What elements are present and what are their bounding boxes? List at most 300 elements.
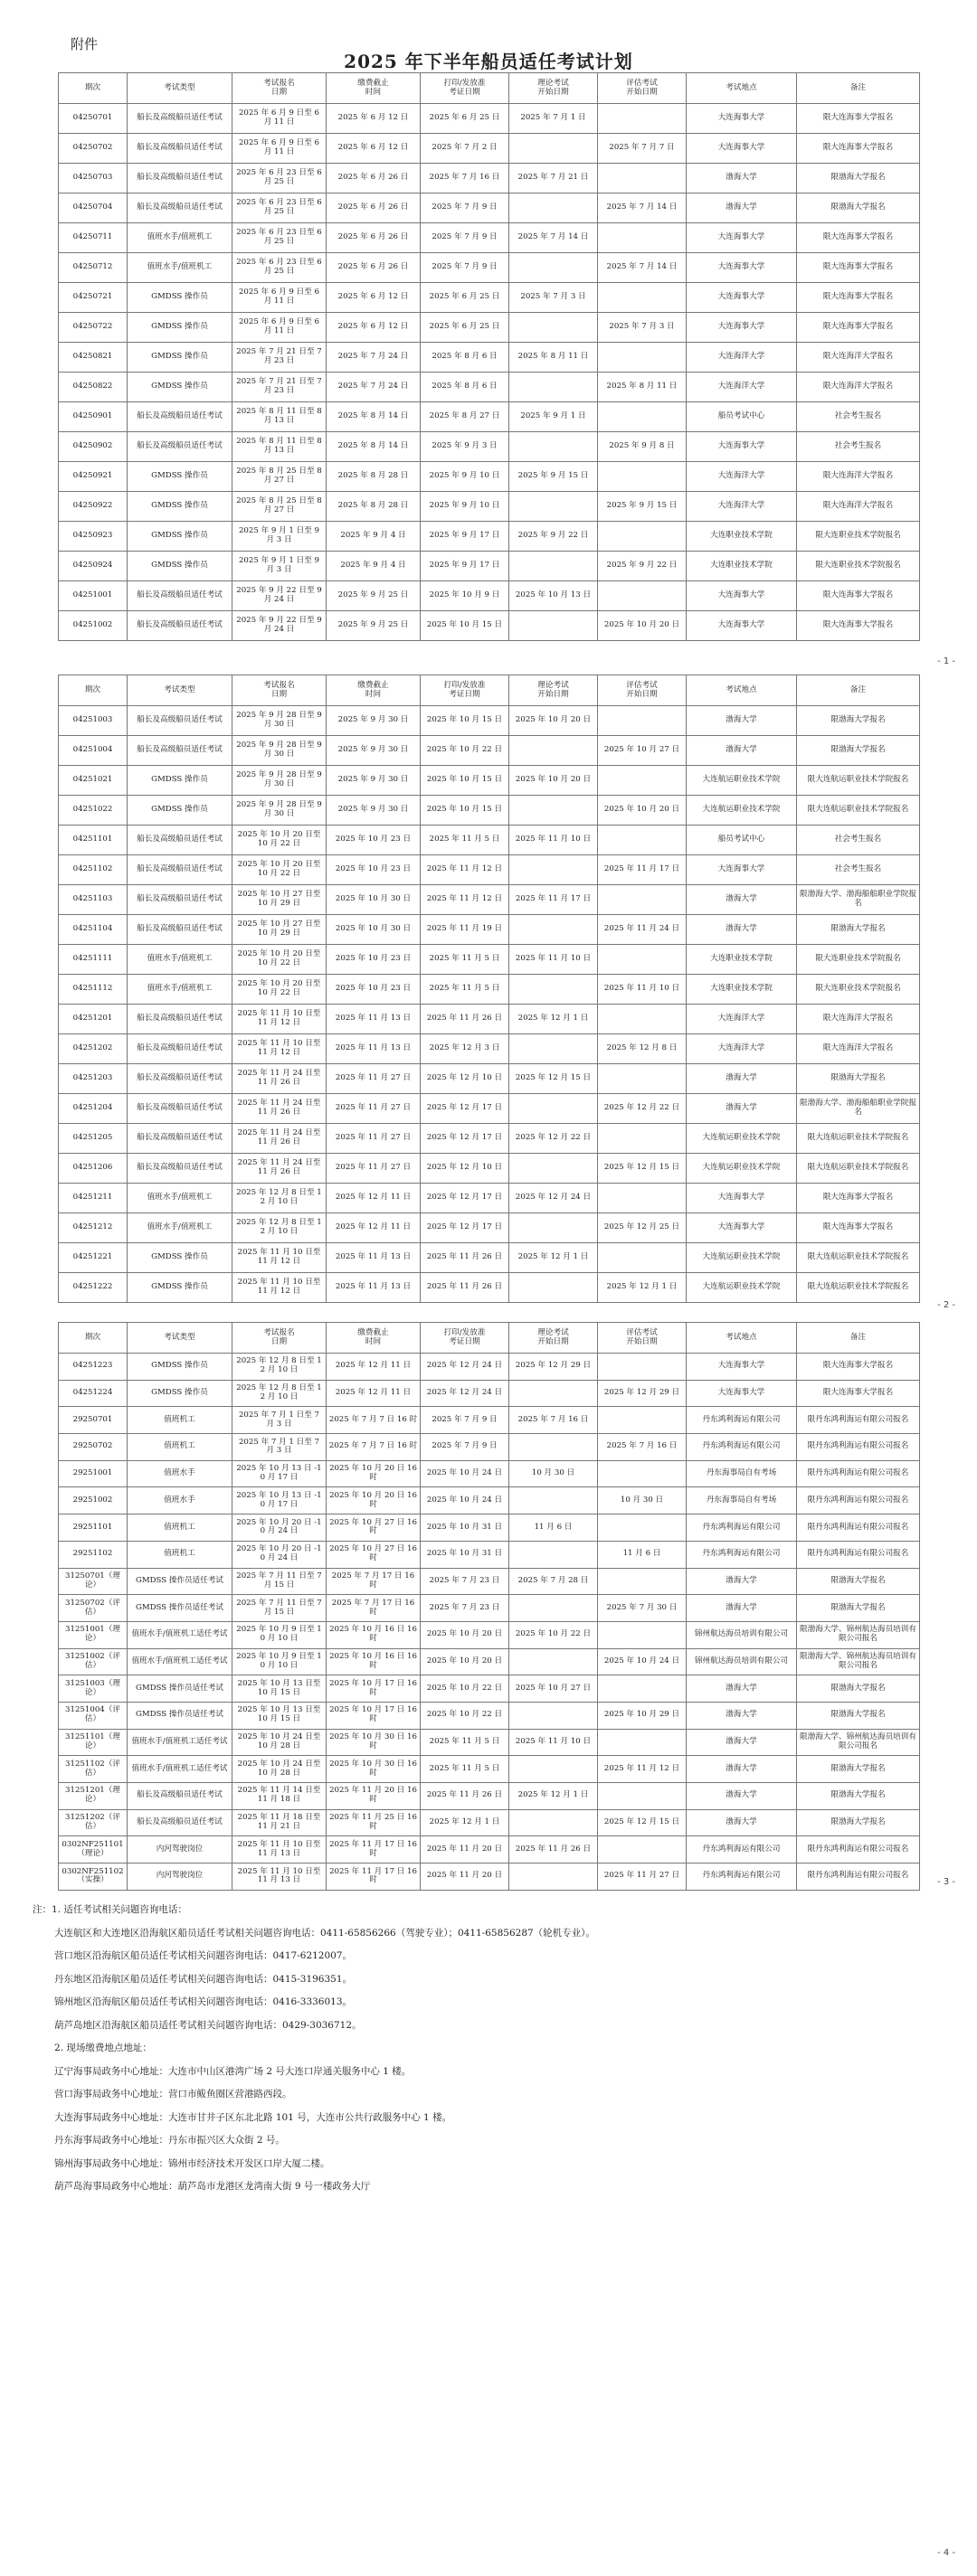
table-row	[59, 1729, 920, 1756]
table-cell: 2025 年 10 月 20 日	[421, 1621, 509, 1648]
table-cell	[598, 1729, 687, 1756]
table-cell: 限渤海大学报名	[797, 1568, 920, 1595]
table-cell: 04250704	[59, 193, 128, 223]
table-cell: 船长及高级船员适任考试	[128, 1034, 232, 1064]
table-cell: 2025 年 11 月 24 日至 11 月 26 日	[232, 1094, 327, 1124]
table-cell: 04250922	[59, 492, 128, 522]
table-cell: 2025 年 6 月 26 日	[327, 223, 421, 253]
table-cell: 2025 年 12 月 11 日	[327, 1380, 421, 1407]
table-cell	[509, 1213, 598, 1243]
table-cell: 2025 年 9 月 28 日至 9 月 30 日	[232, 706, 327, 736]
table-cell: 2025 年 10 月 20 日 -10 月 24 日	[232, 1541, 327, 1568]
table-cell: 29251002	[59, 1487, 128, 1514]
table-cell: 04250722	[59, 313, 128, 343]
table-row	[59, 1514, 920, 1542]
table-cell: 限渤海大学报名	[797, 193, 920, 223]
note-line: 葫芦岛地区沿海航区船员适任考试相关问题咨询电话：0429-3036712。	[54, 2019, 362, 2031]
table-cell: 2025 年 11 月 10 日至 11 月 12 日	[232, 1005, 327, 1034]
table-cell: 2025 年 6 月 26 日	[327, 164, 421, 193]
table-cell: 2025 年 10 月 24 日	[421, 1460, 509, 1487]
table-cell	[509, 1648, 598, 1675]
table-cell: 2025 年 7 月 3 日	[598, 313, 687, 343]
table-cell	[598, 581, 687, 611]
table-cell: 船长及高级船员适任考试	[128, 1094, 232, 1124]
table-cell	[598, 522, 687, 552]
table-cell: 29251101	[59, 1514, 128, 1542]
table-cell: 2025 年 10 月 22 日	[421, 1675, 509, 1703]
table-cell: 2025 年 11 月 5 日	[421, 1729, 509, 1756]
table-cell	[598, 1460, 687, 1487]
table-cell: 29250702	[59, 1434, 128, 1461]
table-cell: 2025 年 11 月 17 日 16 时	[327, 1836, 421, 1864]
table-cell: 04250921	[59, 462, 128, 492]
table-cell: 船长及高级船员适任考试	[128, 826, 232, 855]
table-cell: 2025 年 11 月 20 日	[421, 1836, 509, 1864]
table-cell: 04251202	[59, 1034, 128, 1064]
table-cell: 31250701（理论）	[59, 1568, 128, 1595]
column-header: 缴费截止 时间	[327, 1323, 421, 1354]
table-cell	[509, 1809, 598, 1836]
table-cell: 限大连航运职业技术学院报名	[797, 766, 920, 796]
column-header: 期次	[59, 675, 128, 706]
note-line: 营口地区沿海航区船员适任考试相关问题咨询电话：0417-6212007。	[54, 1950, 353, 1961]
table-cell: 船长及高级船员适任考试	[128, 193, 232, 223]
table-cell: 限大连海洋大学报名	[797, 492, 920, 522]
table-cell: 2025 年 9 月 3 日	[421, 432, 509, 462]
table-cell: 限渤海大学报名	[797, 1756, 920, 1783]
table-cell: 2025 年 11 月 17 日	[598, 855, 687, 885]
table-cell: 丹东鸿利海运有限公司	[687, 1836, 797, 1864]
table-cell: 社会考生报名	[797, 402, 920, 432]
table-row	[59, 1243, 920, 1273]
table-cell: 2025 年 12 月 29 日	[598, 1380, 687, 1407]
table-cell: 04250702	[59, 134, 128, 164]
table-row	[59, 766, 920, 796]
table-cell	[598, 706, 687, 736]
table-cell: 2025 年 11 月 26 日	[421, 1783, 509, 1810]
table-cell: 2025 年 10 月 23 日	[327, 855, 421, 885]
table-cell	[598, 164, 687, 193]
table-cell: 2025 年 12 月 11 日	[327, 1213, 421, 1243]
exam-plan-table-page-1	[58, 72, 920, 641]
column-header: 考试类型	[128, 1323, 232, 1354]
table-cell: 2025 年 10 月 30 日 16 时	[327, 1729, 421, 1756]
table-cell: 渤海大学	[687, 706, 797, 736]
note-line: 锦州地区沿海航区船员适任考试相关问题咨询电话：0416-3336013。	[54, 1996, 353, 2007]
table-row	[59, 736, 920, 766]
table-cell	[598, 1354, 687, 1381]
table-cell: 2025 年 7 月 11 日至 7 月 15 日	[232, 1568, 327, 1595]
table-cell: 10 月 30 日	[598, 1487, 687, 1514]
table-cell: 2025 年 7 月 7 日 16 时	[327, 1434, 421, 1461]
table-cell: 大连海事大学	[687, 855, 797, 885]
table-cell	[598, 343, 687, 373]
table-cell: 2025 年 10 月 20 日至 10 月 22 日	[232, 945, 327, 975]
table-cell	[509, 611, 598, 641]
table-cell: 2025 年 8 月 28 日	[327, 462, 421, 492]
table-cell: 2025 年 12 月 15 日	[598, 1154, 687, 1184]
table-cell: 2025 年 9 月 25 日	[327, 581, 421, 611]
table-cell: 2025 年 7 月 21 日至 7 月 23 日	[232, 373, 327, 402]
table-cell: GMDSS 操作员	[128, 522, 232, 552]
table-cell: 04251203	[59, 1064, 128, 1094]
table-cell: 2025 年 7 月 24 日	[327, 373, 421, 402]
table-cell: 2025 年 10 月 16 日 16 时	[327, 1648, 421, 1675]
table-cell: 值班机工	[128, 1514, 232, 1542]
table-cell: 2025 年 10 月 15 日	[421, 766, 509, 796]
table-cell: 2025 年 11 月 13 日	[327, 1243, 421, 1273]
table-cell	[598, 1783, 687, 1810]
column-header: 理论考试 开始日期	[509, 675, 598, 706]
table-row	[59, 1124, 920, 1154]
table-row	[59, 313, 920, 343]
table-cell	[509, 253, 598, 283]
table-cell	[509, 975, 598, 1005]
table-cell: 大连海事大学	[687, 1213, 797, 1243]
table-cell: 锦州航达海员培训有限公司	[687, 1621, 797, 1648]
table-cell: 31251201（理论）	[59, 1783, 128, 1810]
table-cell: 2025 年 11 月 20 日 16 时	[327, 1783, 421, 1810]
table-cell: 2025 年 11 月 13 日	[327, 1005, 421, 1034]
table-cell: 2025 年 10 月 23 日	[327, 945, 421, 975]
table-cell: 丹东鸿利海运有限公司	[687, 1514, 797, 1542]
table-cell: 2025 年 7 月 9 日	[421, 223, 509, 253]
table-cell	[509, 1380, 598, 1407]
table-row	[59, 193, 920, 223]
table-cell: 限渤海大学、锦州航达海员培训有限公司报名	[797, 1729, 920, 1756]
table-cell	[598, 1407, 687, 1434]
table-cell: 2025 年 10 月 20 日 -10 月 24 日	[232, 1514, 327, 1542]
table-cell: 限大连职业技术学院报名	[797, 522, 920, 552]
table-cell: 渤海大学	[687, 193, 797, 223]
table-cell: 2025 年 11 月 24 日至 11 月 26 日	[232, 1154, 327, 1184]
table-cell: 2025 年 9 月 15 日	[509, 462, 598, 492]
table-cell: 限渤海大学报名	[797, 1675, 920, 1703]
table-cell: 04251221	[59, 1243, 128, 1273]
table-cell: 04251204	[59, 1094, 128, 1124]
table-cell: 2025 年 12 月 8 日至 12 月 10 日	[232, 1184, 327, 1213]
page-title: 2025 年下半年船员适任考试计划	[344, 51, 633, 72]
table-cell: 2025 年 6 月 9 日至 6 月 11 日	[232, 104, 327, 134]
table-row	[59, 915, 920, 945]
table-cell: 2025 年 11 月 12 日	[421, 855, 509, 885]
table-row	[59, 885, 920, 915]
table-cell: 限渤海大学报名	[797, 1783, 920, 1810]
table-row	[59, 164, 920, 193]
table-cell: 2025 年 9 月 30 日	[327, 706, 421, 736]
table-cell: 2025 年 9 月 4 日	[327, 522, 421, 552]
table-cell: 2025 年 7 月 1 日至 7 月 3 日	[232, 1407, 327, 1434]
table-cell: 限大连海事大学报名	[797, 223, 920, 253]
table-row	[59, 134, 920, 164]
table-cell: 2025 年 11 月 5 日	[421, 975, 509, 1005]
table-cell: 大连航运职业技术学院	[687, 1273, 797, 1303]
table-cell: 31251202（评估）	[59, 1809, 128, 1836]
table-cell	[509, 915, 598, 945]
table-cell	[598, 1621, 687, 1648]
table-cell: 社会考生报名	[797, 432, 920, 462]
column-header: 备注	[797, 675, 920, 706]
table-cell	[598, 1243, 687, 1273]
table-row	[59, 1380, 920, 1407]
table-cell: 04250923	[59, 522, 128, 552]
table-cell: 限大连航运职业技术学院报名	[797, 1243, 920, 1273]
table-cell: 内河驾驶岗位	[128, 1864, 232, 1891]
table-cell: 29251102	[59, 1541, 128, 1568]
table-cell: 2025 年 11 月 27 日	[327, 1094, 421, 1124]
table-cell: 2025 年 10 月 20 日 16 时	[327, 1460, 421, 1487]
table-cell: 10 月 30 日	[509, 1460, 598, 1487]
table-cell: 丹东鸿利海运有限公司	[687, 1434, 797, 1461]
table-cell: 2025 年 12 月 10 日	[421, 1154, 509, 1184]
table-cell: 大连海事大学	[687, 581, 797, 611]
table-row	[59, 1213, 920, 1243]
table-cell: 2025 年 6 月 23 日至 6 月 25 日	[232, 193, 327, 223]
table-cell: 大连海事大学	[687, 432, 797, 462]
table-cell: 2025 年 9 月 1 日	[509, 402, 598, 432]
table-cell: 04251022	[59, 796, 128, 826]
table-cell: 2025 年 12 月 17 日	[421, 1184, 509, 1213]
table-cell: 2025 年 10 月 9 日至 10 月 10 日	[232, 1648, 327, 1675]
table-cell: 大连海洋大学	[687, 1034, 797, 1064]
table-cell: 渤海大学	[687, 164, 797, 193]
table-cell: 2025 年 10 月 15 日	[421, 796, 509, 826]
table-cell: 渤海大学	[687, 1702, 797, 1729]
table-cell: 2025 年 10 月 27 日 16 时	[327, 1514, 421, 1542]
table-cell	[509, 855, 598, 885]
table-cell: 2025 年 11 月 27 日	[598, 1864, 687, 1891]
table-cell: 值班水手/值班机工	[128, 253, 232, 283]
page-number: - 4 -	[937, 2548, 955, 2558]
table-row	[59, 706, 920, 736]
table-cell: 2025 年 11 月 10 日至 11 月 12 日	[232, 1034, 327, 1064]
exam-plan-table-page-3	[58, 1322, 920, 1891]
table-cell: 11 月 6 日	[598, 1541, 687, 1568]
table-cell: 31251002（评估）	[59, 1648, 128, 1675]
table-cell: GMDSS 操作员	[128, 462, 232, 492]
table-cell: 2025 年 12 月 1 日	[598, 1273, 687, 1303]
table-cell	[598, 283, 687, 313]
table-cell: 2025 年 10 月 22 日	[421, 736, 509, 766]
column-header: 考试报名 日期	[232, 675, 327, 706]
table-cell: 渤海大学	[687, 1064, 797, 1094]
table-cell: 大连职业技术学院	[687, 552, 797, 581]
table-cell: 2025 年 10 月 20 日	[509, 706, 598, 736]
table-cell: 限渤海大学报名	[797, 706, 920, 736]
table-cell	[598, 1836, 687, 1864]
table-cell: 2025 年 6 月 23 日至 6 月 25 日	[232, 164, 327, 193]
table-cell: 2025 年 10 月 20 日	[598, 611, 687, 641]
column-header: 理论考试 开始日期	[509, 1323, 598, 1354]
table-cell: 2025 年 11 月 10 日至 11 月 13 日	[232, 1836, 327, 1864]
table-cell: 2025 年 7 月 14 日	[598, 253, 687, 283]
table-cell: 船长及高级船员适任考试	[128, 1154, 232, 1184]
table-cell	[509, 736, 598, 766]
table-cell	[509, 1434, 598, 1461]
table-cell: 2025 年 10 月 27 日 16 时	[327, 1541, 421, 1568]
table-row	[59, 796, 920, 826]
table-cell: 2025 年 6 月 26 日	[327, 253, 421, 283]
table-cell: 2025 年 10 月 15 日	[421, 611, 509, 641]
note-line: 2. 现场缴费地点地址：	[54, 2043, 152, 2053]
column-header: 理论考试 开始日期	[509, 73, 598, 104]
table-cell: 04250711	[59, 223, 128, 253]
table-cell: 值班水手/值班机工	[128, 1213, 232, 1243]
column-header: 评估考试 开始日期	[598, 675, 687, 706]
table-cell: GMDSS 操作员	[128, 1273, 232, 1303]
table-cell: 2025 年 10 月 20 日至 10 月 22 日	[232, 855, 327, 885]
table-cell: 值班水手/值班机工适任考试	[128, 1729, 232, 1756]
table-cell: 2025 年 12 月 11 日	[327, 1184, 421, 1213]
table-cell: 船长及高级船员适任考试	[128, 915, 232, 945]
table-cell: 2025 年 12 月 24 日	[421, 1380, 509, 1407]
table-cell: 船长及高级船员适任考试	[128, 1064, 232, 1094]
table-cell	[509, 193, 598, 223]
table-cell: 2025 年 9 月 8 日	[598, 432, 687, 462]
table-cell: 04251212	[59, 1213, 128, 1243]
table-cell: 限渤海大学报名	[797, 1064, 920, 1094]
table-cell: 2025 年 7 月 21 日至 7 月 23 日	[232, 343, 327, 373]
table-cell: GMDSS 操作员适任考试	[128, 1675, 232, 1703]
table-cell: GMDSS 操作员适任考试	[128, 1595, 232, 1622]
table-row	[59, 432, 920, 462]
table-cell: 值班水手	[128, 1487, 232, 1514]
table-row	[59, 552, 920, 581]
note-line: 锦州海事局政务中心地址：锦州市经济技术开发区口岸大厦二楼。	[54, 2157, 330, 2169]
table-cell	[509, 1154, 598, 1184]
table-cell: 2025 年 7 月 7 日	[598, 134, 687, 164]
table-cell: 渤海大学	[687, 1756, 797, 1783]
table-row	[59, 1621, 920, 1648]
table-cell: 渤海大学	[687, 736, 797, 766]
page-number: - 1 -	[937, 656, 955, 666]
table-row	[59, 1675, 920, 1703]
table-cell	[509, 1595, 598, 1622]
table-cell: 2025 年 10 月 13 日至 10 月 15 日	[232, 1702, 327, 1729]
table-cell: 限大连海事大学报名	[797, 313, 920, 343]
table-row	[59, 1434, 920, 1461]
table-cell: 2025 年 10 月 27 日至 10 月 29 日	[232, 915, 327, 945]
table-cell: 2025 年 11 月 27 日	[327, 1064, 421, 1094]
table-cell: 2025 年 12 月 1 日	[421, 1809, 509, 1836]
table-cell	[509, 313, 598, 343]
table-row	[59, 581, 920, 611]
table-row	[59, 1034, 920, 1064]
table-cell: 2025 年 9 月 28 日至 9 月 30 日	[232, 766, 327, 796]
table-cell: 04250703	[59, 164, 128, 193]
table-row	[59, 1809, 920, 1836]
table-cell	[509, 134, 598, 164]
table-cell: 大连海洋大学	[687, 343, 797, 373]
table-cell: 船员考试中心	[687, 826, 797, 855]
table-cell: 2025 年 12 月 22 日	[598, 1094, 687, 1124]
table-cell: 大连海事大学	[687, 253, 797, 283]
table-cell: 2025 年 10 月 17 日 16 时	[327, 1702, 421, 1729]
table-cell: 船长及高级船员适任考试	[128, 164, 232, 193]
table-cell: 大连海事大学	[687, 104, 797, 134]
table-cell: 2025 年 10 月 16 日 16 时	[327, 1621, 421, 1648]
table-cell: 0302NF251101（理论）	[59, 1836, 128, 1864]
table-cell: 船长及高级船员适任考试	[128, 855, 232, 885]
table-cell: 04251205	[59, 1124, 128, 1154]
table-cell: 04251211	[59, 1184, 128, 1213]
page-number: - 2 -	[937, 1300, 955, 1310]
table-cell: 限渤海大学、渤海船舶职业学院报名	[797, 885, 920, 915]
table-cell: 2025 年 8 月 25 日至 8 月 27 日	[232, 492, 327, 522]
table-cell: 限渤海大学、锦州航达海员培训有限公司报名	[797, 1621, 920, 1648]
table-cell: 2025 年 6 月 9 日至 6 月 11 日	[232, 134, 327, 164]
table-cell: 2025 年 11 月 27 日	[327, 1124, 421, 1154]
table-cell: 限渤海大学报名	[797, 164, 920, 193]
table-cell: 2025 年 9 月 1 日至 9 月 3 日	[232, 552, 327, 581]
table-cell: 2025 年 10 月 22 日	[509, 1621, 598, 1648]
table-cell: 2025 年 11 月 19 日	[421, 915, 509, 945]
table-cell: 限渤海大学报名	[797, 1702, 920, 1729]
table-cell	[598, 1124, 687, 1154]
table-cell: 大连海洋大学	[687, 1005, 797, 1034]
table-row	[59, 1864, 920, 1891]
table-cell: 2025 年 7 月 9 日	[421, 1407, 509, 1434]
table-cell: 限渤海大学报名	[797, 915, 920, 945]
table-row	[59, 223, 920, 253]
table-cell: 值班机工	[128, 1434, 232, 1461]
table-cell: 船长及高级船员适任考试	[128, 1005, 232, 1034]
table-row	[59, 975, 920, 1005]
table-cell: 31250702（评估）	[59, 1595, 128, 1622]
table-cell: 2025 年 10 月 31 日	[421, 1514, 509, 1542]
table-cell: 2025 年 8 月 6 日	[421, 373, 509, 402]
table-cell: 2025 年 11 月 13 日	[327, 1034, 421, 1064]
table-cell: 2025 年 9 月 28 日至 9 月 30 日	[232, 796, 327, 826]
table-cell: GMDSS 操作员	[128, 766, 232, 796]
table-cell: 2025 年 7 月 17 日 16 时	[327, 1595, 421, 1622]
table-cell	[509, 552, 598, 581]
table-cell: 限丹东鸿利海运有限公司报名	[797, 1434, 920, 1461]
table-cell: 2025 年 11 月 5 日	[421, 826, 509, 855]
table-cell: 限丹东鸿利海运有限公司报名	[797, 1460, 920, 1487]
table-cell: 2025 年 11 月 24 日	[598, 915, 687, 945]
table-cell: 值班水手/值班机工适任考试	[128, 1756, 232, 1783]
table-cell: 2025 年 12 月 17 日	[421, 1213, 509, 1243]
header-row	[59, 675, 920, 706]
table-cell	[509, 373, 598, 402]
table-cell: 2025 年 11 月 27 日	[327, 1154, 421, 1184]
table-cell: 2025 年 12 月 8 日至 12 月 10 日	[232, 1354, 327, 1381]
table-cell: 31251004（评估）	[59, 1702, 128, 1729]
table-cell: 2025 年 10 月 24 日	[421, 1487, 509, 1514]
table-cell: 大连海事大学	[687, 1354, 797, 1381]
table-cell: 值班水手/值班机工	[128, 223, 232, 253]
table-cell	[509, 1094, 598, 1124]
table-cell: 04251002	[59, 611, 128, 641]
table-cell: 限渤海大学、渤海船舶职业学院报名	[797, 1094, 920, 1124]
table-row	[59, 253, 920, 283]
table-cell: 2025 年 9 月 22 日	[598, 552, 687, 581]
table-cell: 限大连海洋大学报名	[797, 1005, 920, 1034]
table-cell: 2025 年 12 月 11 日	[327, 1354, 421, 1381]
table-row	[59, 462, 920, 492]
table-cell: 2025 年 10 月 20 日	[509, 766, 598, 796]
table-cell: 2025 年 7 月 9 日	[421, 193, 509, 223]
table-cell: 2025 年 12 月 1 日	[509, 1005, 598, 1034]
table-cell: 2025 年 10 月 15 日	[421, 706, 509, 736]
table-cell: 31251102（评估）	[59, 1756, 128, 1783]
table-row	[59, 1648, 920, 1675]
table-cell: 2025 年 10 月 27 日至 10 月 29 日	[232, 885, 327, 915]
table-cell: 04250701	[59, 104, 128, 134]
table-cell: 2025 年 12 月 15 日	[598, 1809, 687, 1836]
table-cell: 2025 年 11 月 25 日 16 时	[327, 1809, 421, 1836]
